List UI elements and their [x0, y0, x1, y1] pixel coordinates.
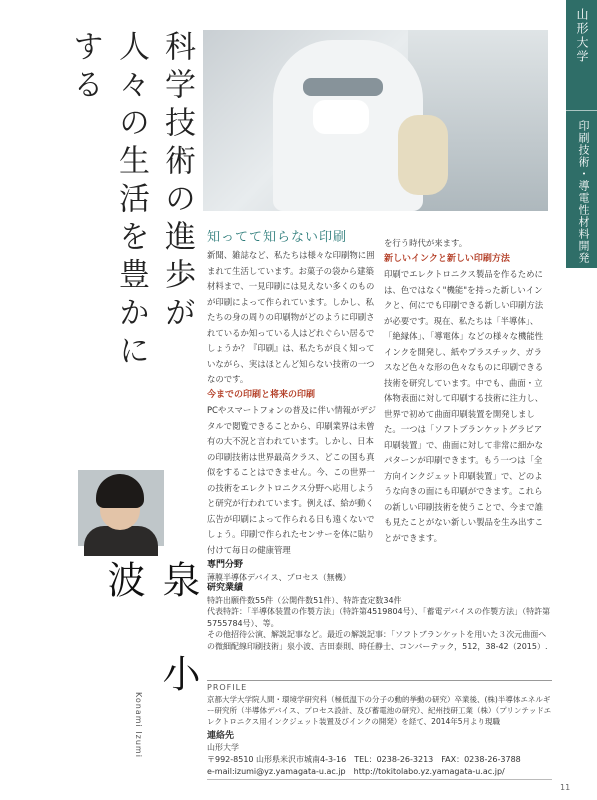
side-tab-divider [566, 110, 597, 111]
section-heading: 知ってて知らない印刷 [207, 230, 348, 245]
page-title: 科学技術の進歩が人々の生活を豊かにする [67, 30, 195, 372]
profile-title: PROFILE [207, 683, 248, 692]
body-paragraph: PCやスマートフォンの普及に伴い情報がデジタルで閲覧できることから、印刷業界は未曾有の大不況と言われています。しかし、日本の印刷技術は世界最高クラス、どこの国も真似をすることはできません。今、この世界一の技術をエレクトロニクス分野へ応用しようと研究が行われています。例えば、給が動く広告が印刷によって作られる日も遠くないでしょう。印刷で作られたセンサーを体に貼り付けて毎日の健康管理 [207, 405, 377, 555]
glove [398, 115, 448, 195]
lab-photo [203, 30, 548, 211]
research-item: 特許出願件数55件（公開件数51件）、特許査定数34件 [207, 595, 402, 605]
researcher-name: 泉小波 [101, 560, 200, 748]
side-tab-topic: 印刷技術・導電性材料開発 [577, 120, 590, 264]
page-number: 11 [560, 783, 571, 792]
side-tab-university: 山形大学 [575, 8, 589, 64]
contact-block [207, 730, 552, 778]
intro-paragraph: 新聞、雑誌など、私たちは様々な印刷物に囲まれて生活しています。お菓子の袋から建築材料まで、一見印刷には見えない多くのものが印刷によって作られています。しかし、私たちの身の周りの印刷物がどのように印刷されているか知っている人はどれぐらい居るでしょうか？『印刷』は、私たちが良く知っていながら、実はほとんど知らない技術の一つなのです。 [207, 250, 375, 384]
contact-address: 〒992-8510 山形県米沢市城南4-3-16 TEL：0238-26-3213 FAX：0238-26-3788 [207, 755, 521, 764]
side-tab [566, 0, 597, 268]
continued-text: を行う時代が来ます。 [384, 238, 468, 248]
research-item: 代表特許：「半導体装置の作製方法」（特許第4519804号）、「蓄電デバイスの作製方法」（特許第5755784号）、等。 [207, 607, 551, 628]
profile-text: 京都大学大学院人間・環境学研究科（極低温下の分子の動的挙動の研究）卒業後、(株)半導体エネルギー研究所（半導体デバイス、プロセス設計、及び蓄電池の研究）、紀州技研工業（株）（プリンテッドエレクトロニクス用インクジェット装置及びインクの開発）を経て、2014年5月より現職 [207, 695, 552, 726]
article-left-column [207, 248, 377, 555]
face-mask [313, 100, 369, 134]
specialty-label: 専門分野 [207, 560, 244, 570]
researcher-info [207, 560, 552, 652]
researcher-name-roman: Konami Izumi [134, 692, 143, 758]
subheading-new-ink: 新しいインクと新しい印刷方法 [384, 253, 510, 264]
research-label: 研究業績 [207, 583, 244, 593]
profile-divider [207, 680, 552, 681]
portrait-hair [96, 474, 144, 508]
research-item: その他招待公演、解説記事など。最近の解説記事：「ソフトブランケットを用いた３次元曲面への微細配線印刷技術」泉小波、吉田泰則、時任静士、コンバーテック，512，38-42（2015）. [207, 630, 548, 651]
subheading-future-printing: 今までの印刷と将来の印刷 [207, 389, 316, 400]
contact-label: 連絡先 [207, 731, 235, 741]
goggles [303, 78, 383, 96]
body-paragraph-right: 印刷でエレクトロニクス製品を作るためには、色ではなく"機能"を持った新しいインクと、何にでも印刷できる新しい印刷方法が必要です。現在、私たちは「半導体」、「絶縁体」、「導電体」などの様々な機能性インクを開発し、紙やプラスチック、ガラスなど色々な形の色々なものに印刷できる技術を研究しています。中でも、曲面・立体物表面に対して印刷する技術に注力し、世界で初めて曲面印刷装置を開発しました。一つは「ソフトブランケットグラビア印刷装置」で、曲面に対して非常に細かなパターンが印刷できます。もう一つは「全方向インクジェット印刷装置」で、どのような向きの面にも印刷ができます。これらの新しい印刷技術を使うことで、今まで誰も見たことがない新しい製品を生み出すことができます。 [384, 269, 544, 543]
footer-divider [207, 779, 552, 780]
article-right-column [384, 236, 546, 546]
portrait-body [84, 526, 158, 556]
researcher-portrait [78, 470, 164, 546]
contact-org: 山形大学 [207, 743, 239, 752]
specialty-text: 薄膜半導体デバイス、プロセス（無機） [207, 572, 351, 582]
contact-email-url[interactable]: e-mail:izumi@yz.yamagata-u.ac.jp http://tokitolabo.yz.yamagata-u.ac.jp/ [207, 767, 505, 776]
